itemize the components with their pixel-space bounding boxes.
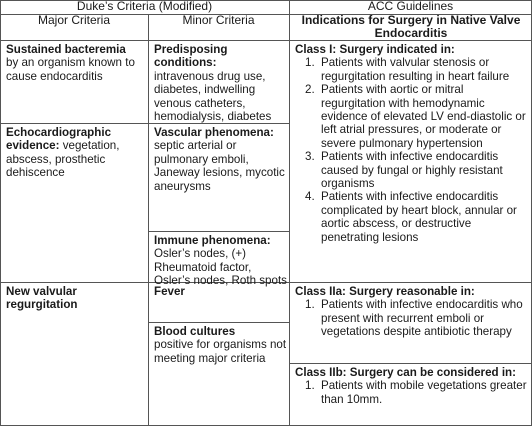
acc-indication-item — [295, 190, 527, 244]
item-text: Patients with valvular stenosis or regurgitation resulting in heart failure — [321, 56, 510, 83]
minor-criterion-text: Osler’s nodes, (+) Rheumatoid factor, Osler’s nodes, Roth spots — [154, 247, 287, 288]
item-text: Patients with infective endocarditis caused by fungal or highly resistant organisms — [321, 150, 503, 191]
acc-indication-item — [295, 83, 527, 150]
rule-col-1 — [148, 14, 149, 426]
major-criterion-title: Sustained bacteremia — [6, 43, 126, 56]
minor-criterion-title: Predisposing conditions: — [154, 43, 228, 70]
minor-criterion-title: Vascular phenomena: — [154, 126, 274, 139]
acc-guidelines-title: ACC Guidelines — [367, 0, 454, 13]
acc-class-title: Class IIa: Surgery reasonable in: — [295, 285, 475, 298]
acc-indication-item — [295, 379, 527, 406]
acc-indication-list — [295, 379, 527, 406]
major-criterion — [6, 43, 144, 83]
acc-class-block — [295, 285, 527, 339]
item-number: 4. — [305, 190, 315, 204]
acc-indication-list — [295, 56, 527, 244]
acc-indication-item — [295, 56, 527, 83]
major-criterion — [6, 285, 144, 312]
rule-minor-3 — [148, 322, 289, 323]
item-text: Patients with aortic or mitral regurgitation with hemodynamic evidence of elevated LV end-diastolic or left atrial pressures, or moderate or severe pulmonary hypertension — [321, 83, 526, 150]
rule-col-2 — [289, 0, 290, 426]
item-text: Patients with infective endocarditis complicated by heart block, annular or aortic abscess, or destructive penetrating lesions — [321, 190, 517, 244]
minor-criterion — [154, 285, 287, 298]
acc-indication-list — [295, 298, 527, 338]
minor-criterion-text: septic arterial or pulmonary emboli, Janeway lesions, mycotic aneurysms — [154, 139, 285, 193]
acc-class-block — [295, 43, 527, 244]
acc-indication-item — [295, 298, 527, 338]
acc-class-title: Class IIb: Surgery can be considered in: — [295, 366, 516, 379]
minor-criterion-title: Immune phenomena: — [154, 234, 271, 247]
major-criteria-header: Major Criteria — [37, 13, 110, 27]
item-number: 1. — [305, 298, 315, 312]
major-criterion-title: New valvular regurgitation — [6, 285, 78, 312]
minor-criterion-title: Blood cultures — [154, 325, 236, 338]
acc-class-block — [295, 366, 527, 406]
indications-header: Indications for Surgery in Native Valve Endocarditis — [301, 13, 521, 41]
minor-criterion — [154, 234, 287, 288]
rule-acc-3 — [289, 363, 532, 364]
rule-major-1 — [0, 123, 148, 124]
minor-criterion-text: positive for organisms not meeting major criteria — [154, 338, 287, 365]
major-criterion-text: by an organism known to cause endocarditis — [6, 56, 135, 83]
major-criterion-text: vegetation, abscess, prosthetic dehiscence — [6, 139, 120, 180]
item-number: 1. — [305, 379, 315, 393]
minor-criteria-header: Minor Criteria — [182, 13, 255, 27]
major-criterion — [6, 126, 144, 180]
item-number: 3. — [305, 150, 315, 164]
minor-criterion — [154, 126, 287, 193]
minor-criterion — [154, 43, 287, 123]
minor-criterion-title: Fever — [154, 285, 185, 298]
major-criterion-title: Echocardiographic evidence: — [6, 126, 112, 153]
dukes-criteria-title: Duke’s Criteria (Modified) — [76, 0, 213, 13]
minor-criterion — [154, 325, 287, 365]
rule-left — [0, 0, 1, 426]
rule-minor-2 — [148, 231, 289, 232]
acc-class-title: Class I: Surgery indicated in: — [295, 43, 455, 56]
acc-indication-item — [295, 150, 527, 190]
item-number: 1. — [305, 56, 315, 70]
item-number: 2. — [305, 83, 315, 97]
minor-criterion-text: intravenous drug use, diabetes, indwelling venous catheters, hemodialysis, diabetes — [154, 69, 272, 124]
item-text: Patients with infective endocarditis who present with recurrent emboli or vegetations despite antibiotic therapy — [321, 298, 523, 339]
item-text: Patients with mobile vegetations greater than 10mm. — [321, 379, 527, 406]
